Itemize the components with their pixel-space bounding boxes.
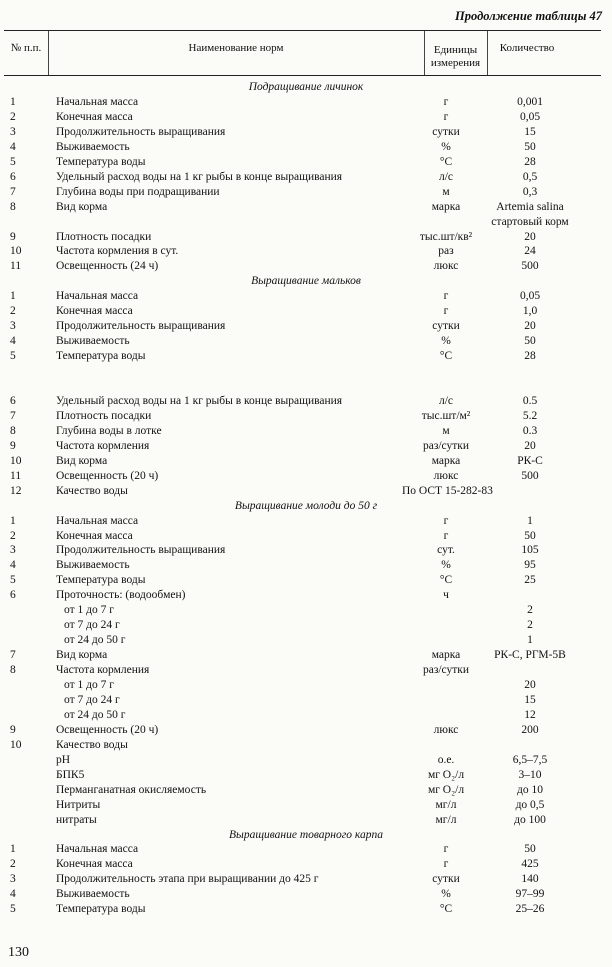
row-number: 2 (10, 305, 16, 318)
table-row (0, 783, 612, 798)
row-quantity: 0,3 (522, 185, 538, 198)
row-unit: м (442, 185, 450, 198)
row-unit: тыс.шт/кв² (419, 230, 473, 243)
table-row (0, 185, 612, 200)
row-name: от 7 до 24 г (64, 619, 120, 632)
table-row (0, 543, 612, 558)
row-unit: % (441, 888, 451, 901)
row-quantity: 1 (527, 514, 533, 527)
row-name: Конечная масса (56, 305, 133, 318)
table-row (0, 529, 612, 544)
row-number: 11 (10, 469, 22, 482)
row-name: Нитриты (56, 798, 101, 811)
row-name: Продолжительность выращивания (56, 125, 226, 138)
blank-row (0, 364, 612, 379)
page-number: 130 (8, 945, 29, 960)
section-title: Выращивание мальков (251, 275, 361, 288)
row-number: 8 (10, 424, 16, 437)
row-number: 10 (10, 245, 22, 258)
row-name: Частота кормления (56, 664, 150, 677)
table-row (0, 798, 612, 813)
row-quantity: 50 (524, 335, 536, 348)
table-row (0, 902, 612, 917)
row-quantity: 2 (527, 604, 533, 617)
row-number: 10 (10, 738, 22, 751)
row-number: 1 (10, 290, 16, 303)
header-unit (424, 44, 487, 70)
row-quantity: 2 (527, 619, 533, 632)
table-row (0, 409, 612, 424)
row-unit: г (443, 305, 449, 318)
row-unit: г (443, 858, 449, 871)
row-number: 3 (10, 873, 16, 886)
table-row (0, 319, 612, 334)
row-unit: °С (439, 350, 453, 363)
row-quantity: 0,05 (519, 110, 541, 123)
row-unit: г (443, 290, 449, 303)
row-quantity: 105 (521, 544, 539, 557)
table-row (0, 813, 612, 828)
row-name: Плотность посадки (56, 230, 152, 243)
row-unit: мг O₂/л (427, 768, 465, 781)
row-quantity: 15 (524, 125, 536, 138)
row-quantity: 25 (524, 574, 536, 587)
table-row (0, 200, 612, 215)
table-row (0, 215, 612, 230)
row-unit: сут. (437, 544, 455, 557)
row-name: Выживаемость (56, 140, 130, 153)
table-row (0, 95, 612, 110)
row-unit: раз/сутки (422, 664, 470, 677)
row-quantity: 20 (524, 439, 536, 452)
header-unit-line1: Единицы (433, 44, 478, 56)
header-qty: Количество (499, 42, 555, 54)
row-unit: м (442, 424, 450, 437)
row-number: 6 (10, 589, 16, 602)
row-unit: % (441, 140, 451, 153)
section-header (0, 274, 612, 289)
row-unit: г (443, 843, 449, 856)
row-unit: г (443, 514, 449, 527)
row-number: 5 (10, 903, 16, 916)
row-number: 10 (10, 454, 22, 467)
row-number: 2 (10, 529, 16, 542)
row-name: Вид корма (56, 649, 108, 662)
row-number: 6 (10, 394, 16, 407)
row-quantity: 95 (524, 559, 536, 572)
row-quantity: 50 (524, 529, 536, 542)
row-name: Освещенность (20 ч) (56, 723, 159, 736)
table-row (0, 648, 612, 663)
row-number: 3 (10, 125, 16, 138)
row-number: 8 (10, 664, 16, 677)
table-subrow (0, 618, 612, 633)
row-quantity: 50 (524, 843, 536, 856)
table-row (0, 155, 612, 170)
row-number: 2 (10, 110, 16, 123)
row-name: Температура воды (56, 574, 146, 587)
row-name: Начальная масса (56, 843, 139, 856)
row-number: 4 (10, 559, 16, 572)
row-quantity: 20 (524, 679, 536, 691)
row-unit: г (443, 529, 449, 542)
row-name: Освещенность (20 ч) (56, 469, 159, 482)
row-number: 4 (10, 335, 16, 348)
row-name: Продолжительность выращивания (56, 320, 226, 333)
row-unit: люкс (433, 723, 459, 736)
row-unit: мг/л (435, 813, 457, 826)
row-number: 1 (10, 514, 16, 527)
row-unit: °С (439, 903, 453, 916)
row-name: от 1 до 7 г (64, 604, 114, 617)
row-number: 7 (10, 185, 16, 198)
row-quantity: 0.5 (522, 394, 538, 407)
row-quantity: РК-С (517, 454, 543, 467)
row-unit: % (441, 559, 451, 572)
row-quantity: 12 (524, 708, 536, 721)
table-subrow (0, 603, 612, 618)
row-name: Освещенность (24 ч) (56, 260, 159, 273)
row-name: Температура воды (56, 903, 146, 916)
row-name: Конечная масса (56, 529, 133, 542)
table-row (0, 663, 612, 678)
row-unit: люкс (433, 469, 459, 482)
row-number: 3 (10, 320, 16, 333)
row-quantity: 500 (521, 469, 539, 482)
row-name: Температура воды (56, 155, 146, 168)
row-name: Температура воды (56, 350, 146, 363)
row-unit: раз (438, 245, 454, 258)
row-unit: мг/л (435, 798, 457, 811)
row-quantity: 24 (524, 245, 536, 258)
row-unit: люкс (433, 260, 459, 273)
table-row (0, 125, 612, 140)
row-unit: °С (439, 155, 453, 168)
row-unit: л/с (438, 394, 454, 407)
row-quantity: 28 (524, 350, 536, 363)
table-row (0, 738, 612, 753)
row-name: Вид корма (56, 454, 108, 467)
row-quantity: 6,5–7,5 (512, 753, 548, 766)
row-quantity: 1,0 (522, 305, 538, 318)
row-unit: сутки (432, 125, 460, 138)
section-header (0, 828, 612, 843)
row-number: 7 (10, 409, 16, 422)
table-row (0, 259, 612, 274)
row-quantity: Artemia salina (496, 200, 564, 213)
table-subrow (0, 693, 612, 708)
row-name: Плотность посадки (56, 409, 152, 422)
row-unit: г (443, 95, 449, 108)
header-num: № п.п. (10, 42, 42, 54)
row-number: 7 (10, 649, 16, 662)
row-name: Продолжительность этапа при выращивании до 425 г (56, 873, 319, 886)
table-row (0, 768, 612, 783)
row-unit: марка (431, 649, 461, 662)
header-name: Наименование норм (188, 42, 284, 54)
row-number: 9 (10, 723, 16, 736)
table-row (0, 349, 612, 364)
row-name: нитраты (56, 813, 97, 826)
header-bottom-rule (4, 75, 601, 76)
table-row (0, 753, 612, 768)
row-number: 2 (10, 858, 16, 871)
table-row (0, 334, 612, 349)
table-row (0, 110, 612, 125)
row-unit: сутки (432, 873, 460, 886)
table-row (0, 230, 612, 245)
table-row (0, 872, 612, 887)
row-name: Начальная масса (56, 514, 139, 527)
row-quantity: 0,05 (519, 290, 541, 303)
row-quantity: 500 (521, 260, 539, 273)
header-top-rule (4, 30, 601, 31)
row-name: Конечная масса (56, 858, 133, 871)
row-name: Удельный расход воды на 1 кг рыбы в конце выращивания (56, 170, 343, 183)
row-name: Начальная масса (56, 95, 139, 108)
row-quantity: 200 (521, 723, 539, 736)
row-quantity: 1 (527, 634, 533, 647)
row-unit: ч (443, 589, 449, 602)
table-row (0, 484, 612, 499)
row-number: 9 (10, 230, 16, 243)
row-number: 5 (10, 350, 16, 363)
row-number: 11 (10, 260, 22, 273)
table-row (0, 439, 612, 454)
row-number: 6 (10, 170, 16, 183)
table-row (0, 469, 612, 484)
row-number: 1 (10, 95, 16, 108)
row-number: 5 (10, 574, 16, 587)
row-unit: мг O₂/л (427, 783, 465, 796)
table-row (0, 857, 612, 872)
row-quantity: 3–10 (518, 768, 542, 781)
row-name: Качество воды (56, 484, 128, 497)
table-row (0, 170, 612, 185)
row-name: от 7 до 24 г (64, 693, 120, 706)
row-name: Частота кормления (56, 439, 150, 452)
row-name: Частота кормления в сут. (56, 245, 179, 258)
row-number: 4 (10, 888, 16, 901)
row-unit: о.е. (437, 753, 455, 766)
row-number: 3 (10, 544, 16, 557)
row-number: 12 (10, 484, 22, 497)
table-row (0, 573, 612, 588)
section-title: Выращивание молоди до 50 г (234, 499, 378, 512)
row-name: от 1 до 7 г (64, 679, 114, 691)
row-name: Проточность: (водообмен) (56, 589, 186, 602)
header-unit-line2: измерения (430, 57, 481, 69)
row-quantity: 425 (521, 858, 539, 871)
row-name: Выживаемость (56, 335, 130, 348)
row-name: Качество воды (56, 738, 128, 751)
row-quantity: 15 (524, 693, 536, 706)
table-row (0, 723, 612, 738)
row-number: 5 (10, 155, 16, 168)
row-number: 1 (10, 843, 16, 856)
row-name: Выживаемость (56, 559, 130, 572)
row-quantity: 25–26 (515, 903, 545, 916)
row-name: Глубина воды при подращивании (56, 185, 220, 198)
row-name: Вид корма (56, 200, 108, 213)
row-unit-quantity: По ОСТ 15-282-83 (402, 484, 493, 497)
row-quantity: 0,001 (517, 95, 543, 108)
row-quantity: 20 (524, 320, 536, 333)
row-quantity: 28 (524, 155, 536, 168)
row-quantity: 50 (524, 140, 536, 153)
table-row (0, 842, 612, 857)
row-name: Начальная масса (56, 290, 139, 303)
row-unit: марка (431, 454, 461, 467)
row-number: 8 (10, 200, 16, 213)
table-subrow (0, 678, 612, 693)
row-name: от 24 до 50 г (64, 634, 126, 647)
table-subrow (0, 708, 612, 723)
section-header (0, 80, 612, 95)
row-name: БПК5 (56, 768, 85, 781)
table-row (0, 514, 612, 529)
row-quantity: 0,5 (522, 170, 538, 183)
row-unit: % (441, 335, 451, 348)
table-row (0, 558, 612, 573)
table-row (0, 394, 612, 409)
row-name: Удельный расход воды на 1 кг рыбы в конце выращивания (56, 394, 343, 407)
row-quantity: РК-С, РГМ-5В (494, 649, 566, 662)
row-number: 4 (10, 140, 16, 153)
table-row (0, 887, 612, 902)
row-name: Выживаемость (56, 888, 130, 901)
table-continuation-title: Продолжение таблицы 47 (455, 9, 602, 23)
table-row (0, 588, 612, 603)
table-subrow (0, 633, 612, 648)
section-title: Выращивание товарного карпа (229, 828, 383, 841)
row-quantity: 97–99 (515, 888, 545, 901)
row-name: Конечная масса (56, 110, 133, 123)
row-name: Глубина воды в лотке (56, 424, 162, 437)
section-title: Подращивание личинок (248, 81, 364, 93)
row-unit: марка (431, 200, 461, 213)
row-unit: раз/сутки (422, 439, 470, 452)
blank-row (0, 379, 612, 394)
row-quantity: 5.2 (522, 409, 538, 422)
row-name: Продолжительность выращивания (56, 544, 226, 557)
row-unit: тыс.шт/м² (421, 409, 471, 422)
row-name: от 24 до 50 г (64, 708, 126, 721)
row-name: pH (56, 753, 71, 766)
row-unit: °С (439, 574, 453, 587)
table-row (0, 454, 612, 469)
table-row (0, 289, 612, 304)
table-row (0, 304, 612, 319)
section-header (0, 499, 612, 514)
row-name: Перманганатная окисляемость (56, 783, 207, 796)
row-quantity: стартовый корм (491, 215, 569, 228)
row-quantity: 140 (521, 873, 539, 886)
row-quantity: до 100 (514, 813, 546, 826)
row-quantity: 20 (524, 230, 536, 243)
table-row (0, 244, 612, 259)
table-row (0, 424, 612, 439)
row-unit: л/с (438, 170, 454, 183)
table-row (0, 140, 612, 155)
row-quantity: 0.3 (522, 424, 538, 437)
row-unit: г (443, 110, 449, 123)
row-unit: сутки (432, 320, 460, 333)
row-number: 9 (10, 439, 16, 452)
row-quantity: до 10 (517, 783, 543, 796)
row-quantity: до 0,5 (515, 798, 545, 811)
